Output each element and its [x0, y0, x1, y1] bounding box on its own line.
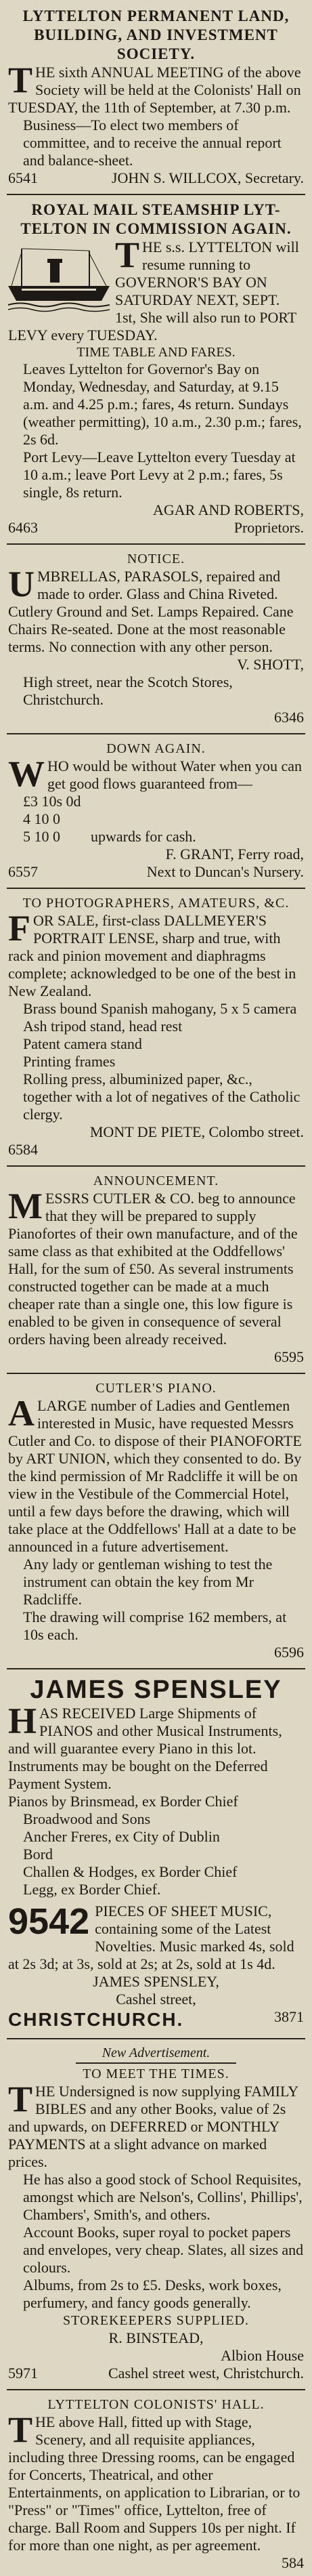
ad-heading: ROYAL MAIL STEAMSHIP LYT- [31, 201, 281, 218]
ad-heading: ANNOUNCEMENT. [93, 1173, 219, 1188]
list-item: Brass bound Spanish mahogany, 5 x 5 camera [23, 1000, 297, 1017]
divider [7, 543, 305, 545]
drop-cap: T [8, 2079, 33, 2119]
ad-body: The drawing will comprise 162 members, at 10s each. [23, 1608, 287, 1643]
divider [7, 194, 305, 195]
list-item: Legg, ex Border Chief. [23, 1881, 161, 1898]
ad-signature: R. BINSTEAD, [108, 2329, 204, 2346]
ad-signature: AGAR AND ROBERTS, [153, 501, 304, 518]
price-row [8, 828, 304, 846]
ad-body: Any lady or gentleman wishing to test the instrument can obtain the key from Mr Radcliffe. [23, 1556, 273, 1608]
ad-subheading: New Advertisement. [102, 2045, 210, 2060]
pianos-intro: Pianos by Brinsmead, ex Border Chief [8, 1793, 238, 1810]
ad-body: Albums, from 2s to £5. Desks, work boxes, perfumery, and fancy goods generally. [23, 2277, 282, 2311]
price: 5 10 0 [23, 828, 60, 845]
timetable-heading: TIME TABLE AND FARES. [76, 345, 236, 360]
drop-cap: H [8, 1701, 37, 1741]
ad-body: HO would be without Water when you can get good flows guaranteed from— [47, 757, 303, 792]
divider [7, 1165, 305, 1167]
ad-signature: Albion House [221, 2347, 304, 2364]
ad-signature: Proprietors. [233, 519, 304, 536]
ad-number: 3871 [274, 2008, 304, 2025]
ad-city: CHRISTCHURCH. [8, 2009, 184, 2030]
ad-to-meet-the-times [7, 2042, 305, 2386]
newspaper-column [7, 0, 305, 2571]
drop-cap: F [8, 908, 30, 949]
ad-body: OR SALE, first-class DALLMEYER'S PORTRAIT LENSE, sharp and true, with rack and pinion movement and diaphragms complete; acknowledged to be one of the best in New Zealand. [8, 912, 296, 999]
ad-number: 6595 [274, 1348, 304, 1365]
ad-heading: DOWN AGAIN. [106, 741, 206, 756]
ad-lyttelton-building-society [7, 4, 305, 191]
ad-heading: CUTLER'S PIANO. [95, 1381, 217, 1396]
drop-cap: M [8, 1186, 43, 1226]
ad-body: HE Undersigned is now supplying FAMILY BIBLES and any other Books, value of 2s and upwards, on DEFERRED or MONTHLY PAYMENTS at a slight advance on marked prices. [8, 2083, 298, 2170]
ad-heading: TELTON IN COMMISSION AGAIN. [20, 220, 292, 237]
price: 4 10 0 [23, 810, 60, 827]
ad-heading: BUILDING, AND INVESTMENT [34, 26, 278, 43]
ad-address: High street, near the Scotch Stores, Christchurch. [23, 673, 233, 708]
ad-body: HE sixth ANNUAL MEETING of the above Society will be held at the Colonists' Hall on TUESDAY, the 11th of September, at 7.30 p.m. [8, 64, 301, 116]
ad-body: HE above Hall, fitted up with Stage, Scenery, and all requisite appliances, including three Dressing rooms, can be engaged for Concerts, Theatrical, and other Entertainments, on application to Librarian, or to "Press" or "Times" office, Lyttelton, free of charge. Ball Room and Suppers 10s per night. If for more than one night, as per agreement. [8, 2413, 300, 2554]
ad-photographers [7, 892, 305, 1163]
divider [7, 2389, 305, 2390]
ad-james-spensley [7, 1672, 305, 2035]
drop-cap: T [8, 2409, 33, 2450]
list-item: Bord [23, 1846, 53, 1863]
ad-body: PIECES OF SHEET MUSIC, containing some of the Latest Novelties. Music marked 4s, sold at 2s 3d; at 3s, sold at 2s; at 2s, sold at 1s 4d. [8, 1903, 294, 1972]
ad-body: HE s.s. LYTTELTON will resume running to GOVERNOR'S BAY ON SATURDAY NEXT, SEPT. 1st, She will also run to PORT LEVY every TUESDAY. [8, 238, 299, 344]
ad-signature: MONT DE PIETE, Colombo street. [89, 1123, 304, 1140]
ad-heading: TO MEET THE TIMES. [83, 2066, 229, 2081]
ad-signature: Next to Duncan's Nursery. [146, 863, 304, 880]
ad-down-again [7, 737, 305, 885]
list-item: Patent camera stand [23, 1035, 142, 1052]
drop-cap: W [8, 753, 45, 794]
ad-announcement [7, 1169, 305, 1370]
price: £3 10s 0d [23, 793, 81, 810]
ad-signature: F. GRANT, Ferry road, [165, 846, 304, 863]
ad-cutlers-piano [7, 1377, 305, 1665]
drop-cap: T [8, 60, 33, 100]
ad-heading: LYTTELTON COLONISTS' HALL. [47, 2397, 265, 2412]
ad-body: He has also a good stock of School Requisites, amongst which are Nelson's, Collins', Phillips', Chambers', Smith's, and others. [23, 2171, 303, 2223]
divider [76, 2062, 236, 2064]
sheet-music-count: 9542 [8, 1901, 90, 1942]
ad-heading: SOCIETY. [116, 45, 196, 62]
ad-number: 6557 [8, 863, 38, 880]
divider [7, 1668, 305, 1669]
ad-number: 6346 [274, 709, 304, 726]
ad-colonists-hall [7, 2393, 305, 2576]
steamship-illustration-icon [8, 238, 110, 313]
price-row [8, 810, 304, 828]
ad-number: 5971 [8, 2365, 38, 2382]
ad-heading: LYTTELTON PERMANENT LAND, [22, 7, 290, 24]
divider [7, 2038, 305, 2039]
ad-address: Cashel street west, Christchurch. [108, 2365, 304, 2382]
drop-cap: A [8, 1393, 35, 1434]
list-item: Broadwood and Sons [23, 1810, 151, 1827]
divider [7, 888, 305, 889]
price-row [8, 793, 304, 810]
ad-address: Cashel street, [116, 1991, 196, 2008]
ad-signature: V. SHOTT, [237, 656, 304, 673]
list-item: Ash tripod stand, head rest [23, 1018, 183, 1035]
ad-body: LARGE number of Ladies and Gentlemen interested in Music, have requested Messrs Cutler and Co. to dispose of their PIANOFORTE by ART UNION, which they consented to do. By the kind permission of Mr Radcliffe it will be on view in the Vestibule of the Commercial Hotel, until a few days before the drawing, which will take place at the Oddfellows' Hall at a date to be announced in a future advertisement. [8, 1397, 302, 1555]
ad-number: 6463 [8, 519, 38, 536]
drop-cap: T [115, 234, 140, 275]
ad-signature: JOHN S. WILLCOX, Secretary. [111, 169, 304, 186]
price-note: upwards for cash. [91, 828, 196, 845]
list-item: Challen & Hodges, ex Border Chief [23, 1863, 238, 1880]
list-item: Rolling press, albuminized paper, &c., together with a lot of negatives of the Catholic clergy. [23, 1071, 300, 1123]
ad-number: 584 [282, 2554, 304, 2571]
ad-number: 6596 [274, 1644, 304, 1661]
divider [7, 1373, 305, 1374]
ad-body: Leaves Lyttelton for Governor's Bay on Monday, Wednesday, and Saturday, at 9.15 a.m. and 4.25 p.m.; fares, 4s return. Sundays (weather permitting), 10 a.m., 2.30 p.m.; fares, 2s 6d. [23, 360, 302, 448]
ad-signature: JAMES SPENSLEY, [93, 1973, 219, 1990]
ad-body: ESSRS CUTLER & CO. beg to announce that they will be prepared to supply Pianofortes of their own manufacture, and of the same class as that exhibited at the Oddfellows' Hall, for the sum of £50. As several instruments constructed together can be made at a much cheaper rate than a single one, this low figure is enabled to be given in consequence of several orders having been already received. [8, 1190, 298, 1348]
list-item: Ancher Freres, ex City of Dublin [23, 1828, 220, 1845]
ad-heading: STOREKEEPERS SUPPLIED. [62, 2313, 249, 2328]
ad-number: 6584 [8, 1141, 38, 1158]
ad-heading: JAMES SPENSLEY [30, 1676, 282, 1704]
drop-cap: U [8, 564, 35, 604]
ad-body: Port Levy—Leave Lyttelton every Tuesday at 10 a.m.; leave Port Levy at 2 p.m.; fares, 5s single, 8s return. [23, 449, 296, 501]
list-item: Printing frames [23, 1053, 116, 1070]
ad-royal-mail-steamship [7, 198, 305, 541]
ad-body: MBRELLAS, PARASOLS, repaired and made to order. Glass and China Riveted. Cutlery Ground and Set. Lamps Repaired. Cane Chairs Re-seated. Done at the most reasonable terms. No connection with any other person. [8, 568, 294, 655]
ad-heading: NOTICE. [127, 552, 185, 566]
ad-business: Business—To elect two members of committee, and to receive the annual report and balance-sheet. [23, 117, 282, 169]
ad-body: Account Books, super royal to pocket papers and envelopes, very cheap. Slates, all sizes and colours. [23, 2224, 304, 2276]
ad-body: AS RECEIVED Large Shipments of PIANOS and other Musical Instruments, and will guarantee every Piano in this lot. Instruments may be bought on the Deferred Payment System. [8, 1705, 282, 1792]
ad-heading: TO PHOTOGRAPHERS, AMATEURS, &C. [22, 896, 290, 911]
ad-umbrellas [7, 547, 305, 730]
divider [7, 733, 305, 734]
ad-number: 6541 [8, 169, 38, 186]
